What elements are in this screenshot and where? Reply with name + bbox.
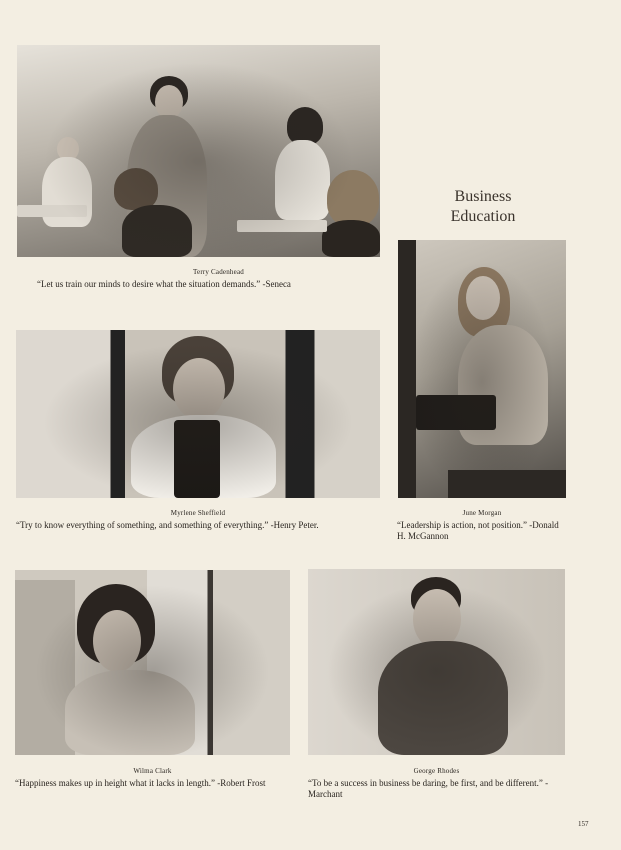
quote: “Let us train our minds to desire what the situation demands.” -Seneca [37,279,291,289]
page-title-line: Education [450,208,516,225]
page-number: 157 [578,820,589,828]
page-title [430,187,536,227]
student-head [57,137,79,161]
teacher-hair [162,336,234,406]
binder [416,395,496,430]
student-figure [42,157,92,227]
student-hair [327,170,379,226]
caption-name: George Rhodes [413,767,460,775]
teacher-head [155,85,183,119]
teacher-hair [411,577,461,617]
teacher-figure [458,325,548,445]
desk [17,205,87,217]
quote: “Happiness makes up in height what it lacks in length.” -Robert Frost [15,778,266,788]
student-hair [287,107,323,145]
student-hair [114,168,158,210]
student-figure [122,205,192,257]
teacher-head [93,610,141,672]
teacher-hair [458,267,510,337]
teacher-figure [127,115,207,257]
caption-name: Wilma Clark [133,767,172,775]
caption-name: Terry Cadenhead [193,268,244,276]
portrait-photo [398,240,566,498]
caption-name: Myrlene Sheffield [170,509,226,517]
teacher-figure [378,641,508,755]
page-title-line: Business [454,188,512,205]
student-figure [322,220,380,257]
teacher-head [413,589,461,649]
teacher-hair [150,76,188,110]
teacher-figure [65,670,195,755]
teacher-head [466,276,500,320]
classroom-photo [17,45,380,257]
portrait-photo [308,569,565,755]
teacher-head [173,358,225,420]
portrait-photo [16,330,380,498]
teacher-hair [77,584,155,664]
teacher-figure [131,415,276,498]
quote: “To be a success in business be daring, be first, and be different.” -Marchant [308,778,549,799]
portrait-photo [15,570,290,755]
desk [448,470,566,498]
student-figure [275,140,330,220]
quote: “Leadership is action, not position.” -Donald H. McGannon [397,520,559,541]
door [15,580,75,755]
caption-name: June Morgan [462,509,502,517]
blouse [174,420,220,498]
quote: “Try to know everything of something, and something of everything.” -Henry Peter. [16,520,319,530]
door-frame [398,240,416,498]
desk [237,220,327,232]
